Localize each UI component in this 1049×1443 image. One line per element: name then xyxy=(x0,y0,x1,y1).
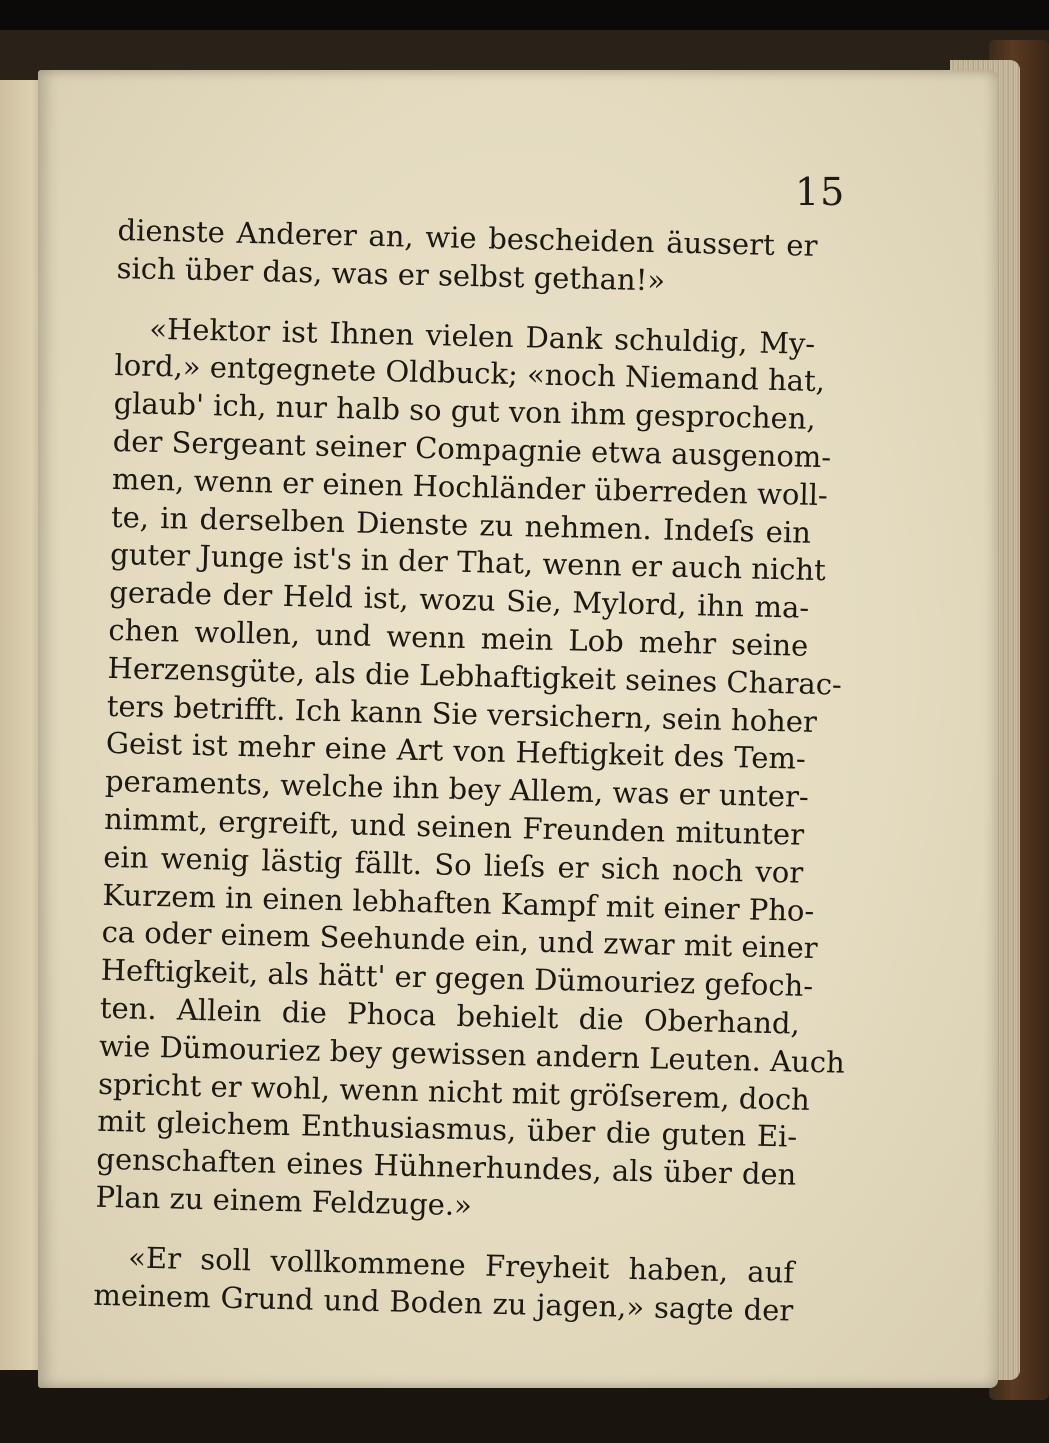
text-line: men, wenn er einen Hochländer überreden woll- xyxy=(111,461,829,512)
text-line: ten. Allein die Phoca behielt die Oberhand, xyxy=(99,990,801,1041)
text-line: glaub' ich, nur halb so gut von ihm gesprochen, xyxy=(113,386,817,437)
text-line: te, in derselben Dienste zu nehmen. Indeſs ein xyxy=(110,499,812,550)
text-line: meinem Grund und Boden zu jagen,» sagte der xyxy=(93,1277,794,1328)
text-line: gerade der Held ist, wozu Sie, Mylord, ihn ma- xyxy=(108,575,810,625)
text-line: «Hektor ist Ihnen vielen Dank schuldig, My- xyxy=(148,311,816,361)
text-line: Kurzem in einen lebhaften Kampf mit einer Pho- xyxy=(102,877,815,928)
text-line: lord,» entgegnete Oldbuck; «noch Niemand hat, xyxy=(114,348,826,399)
text-line: Herzensgüte, als die Lebhaftigkeit seines Charac- xyxy=(107,650,843,702)
page-text xyxy=(93,212,846,1330)
text-line: sich über das, was er selbst gethan!» xyxy=(116,250,666,298)
page-number: 15 xyxy=(795,170,846,214)
text-line: dienste Anderer an, wie bescheiden äussert er xyxy=(117,212,818,263)
text-line: Plan zu einem Feldzuge.» xyxy=(95,1179,473,1223)
text-line: spricht er wohl, wenn nicht mit gröſserem, doch xyxy=(97,1066,811,1117)
text-line: Geist ist mehr eine Art von Heftigkeit des Tem- xyxy=(105,726,807,777)
text-line: wie Dümouriez bey gewissen andern Leuten. Auch xyxy=(98,1028,846,1080)
text-line: peraments, welche ihn bey Allem, was er unter- xyxy=(104,764,810,814)
text-line: «Er soll vollkommene Freyheit haben, auf xyxy=(127,1240,795,1290)
text-line: ein wenig lästig fällt. So lieſs er sich noch vor xyxy=(102,839,804,890)
text-line: ca oder einem Seehunde ein, und zwar mit einer xyxy=(101,915,818,966)
text-line: der Sergeant seiner Compagnie etwa ausgenom- xyxy=(112,423,832,475)
text-line: genschaften eines Hühnerhundes, als über den xyxy=(96,1141,797,1192)
text-line: guter Junge ist's in der That, wenn er auch nicht xyxy=(109,537,827,588)
text-line: nimmt, ergreift, und seinen Freunden mitunter xyxy=(103,801,805,852)
text-line: Heftigkeit, als hätt' er gegen Dümouriez gefoch- xyxy=(100,952,814,1004)
text-line: chen wollen, und wenn mein Lob mehr seine xyxy=(108,612,809,663)
text-line: ters betrifft. Ich kann Sie versichern, sein hoher xyxy=(106,688,818,739)
text-line: mit gleichem Enthusiasmus, über die guten Ei- xyxy=(96,1104,798,1154)
